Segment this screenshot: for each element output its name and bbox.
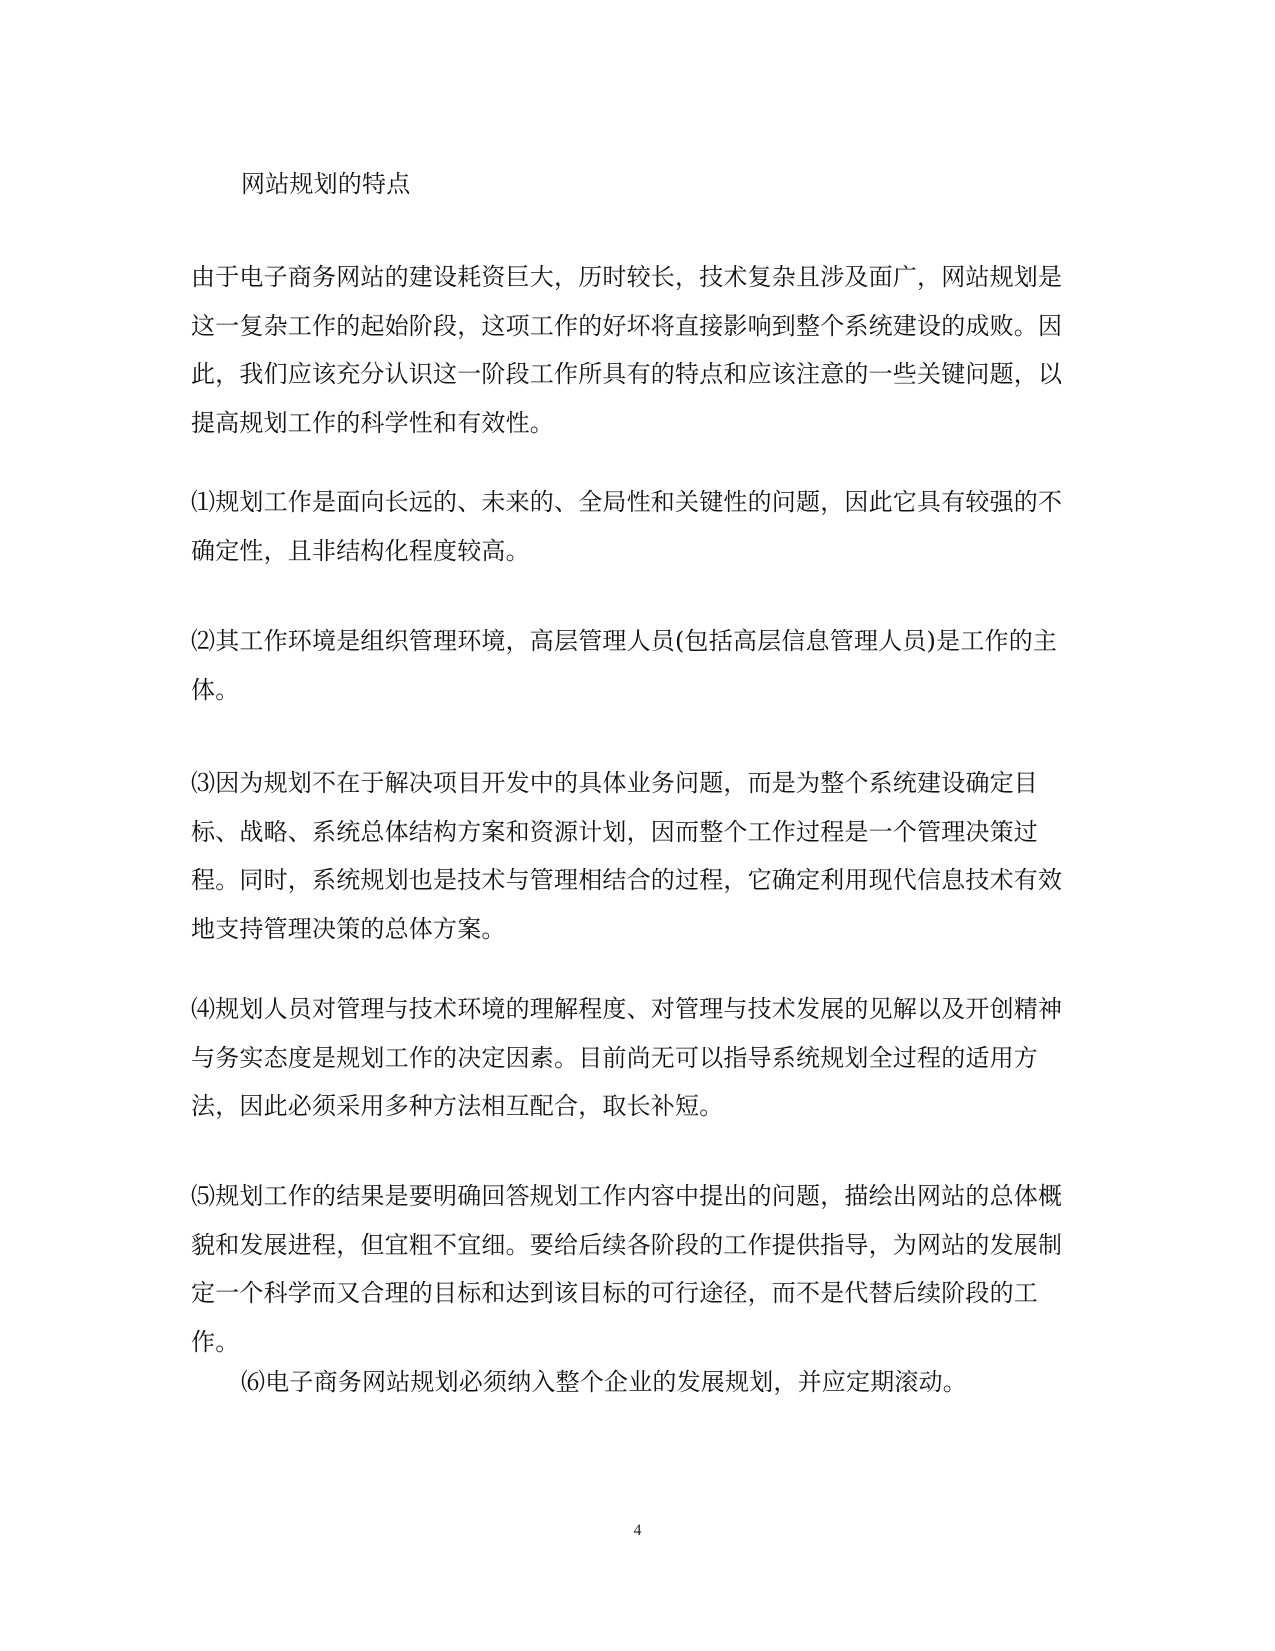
paragraph-item-1: ⑴规划工作是面向长远的、未来的、全局性和关键性的问题，因此它具有较强的不确定性，且非结构化程度较高。 [191, 488, 1063, 565]
paragraph-item-4: ⑷规划人员对管理与技术环境的理解程度、对管理与技术发展的见解以及开创精神与务实态度是规划工作的决定因素。目前尚无可以指导系统规划全过程的适用方法，因此必须采用多种方法相互配合，取长补短。 [191, 995, 1063, 1120]
paragraph-item-5: ⑸规划工作的结果是要明确回答规划工作内容中提出的问题，描绘出网站的总体概貌和发展进程，但宜粗不宜细。要给后续各阶段的工作提供指导，为网站的发展制定一个科学而又合理的目标和达到该目标的可行途径，而不是代替后续阶段的工作。 [191, 1182, 1063, 1356]
paragraph-item-3: ⑶因为规划不在于解决项目开发中的具体业务问题，而是为整个系统建设确定目标、战略、系统总体结构方案和资源计划，因而整个工作过程是一个管理决策过程。同时，系统规划也是技术与管理相结合的过程，它确定利用现代信息技术有效地支持管理决策的总体方案。 [191, 769, 1063, 943]
paragraph-item-6: ⑹电子商务网站规划必须纳入整个企业的发展规划，并应定期滚动。 [241, 1368, 967, 1396]
paragraph-item-2: ⑵其工作环境是组织管理环境，高层管理人员(包括高层信息管理人员)是工作的主体。 [191, 627, 1058, 704]
section-heading: 网站规划的特点 [241, 170, 411, 198]
page-number: 4 [633, 1522, 642, 1539]
paragraph-intro: 由于电子商务网站的建设耗资巨大，历时较长，技术复杂且涉及面广，网站规划是这一复杂工作的起始阶段，这项工作的好坏将直接影响到整个系统建设的成败。因此，我们应该充分认识这一阶段工作所具有的特点和应该注意的一些关键问题，以提高规划工作的科学性和有效性。 [191, 263, 1063, 437]
